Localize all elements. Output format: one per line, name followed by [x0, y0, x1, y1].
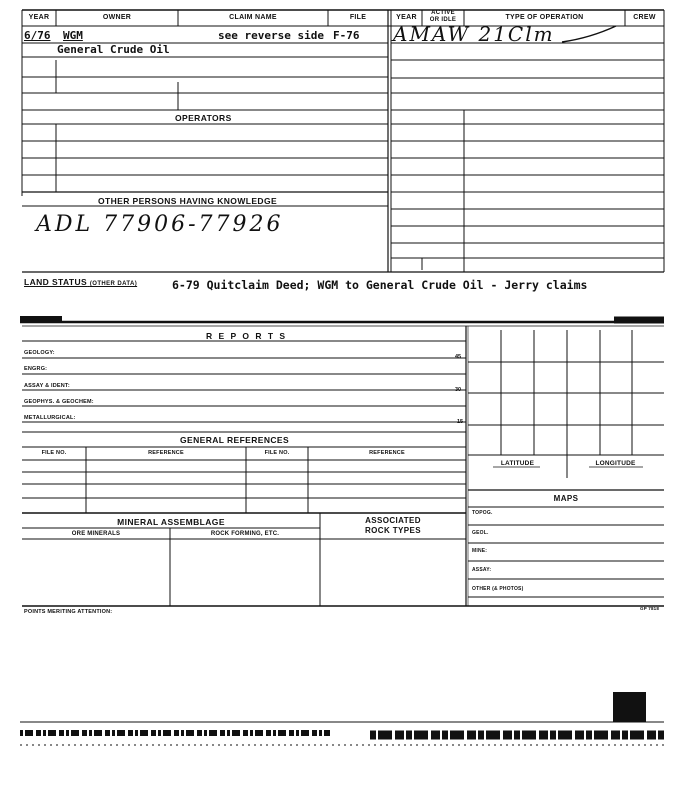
header-or-idle: OR IDLE: [429, 17, 457, 23]
entry-owner: WGM: [63, 29, 83, 42]
entry-handwritten-operation: AMAW 21Clm: [393, 22, 555, 46]
map-topog: TOPOG.: [472, 510, 493, 516]
other-persons-handwritten: ADL 77906-77926: [36, 212, 284, 237]
operators-title: OPERATORS: [175, 113, 232, 123]
header-type-of-operation: TYPE OF OPERATION: [505, 14, 584, 21]
report-geology-num: 45: [455, 354, 462, 360]
header-year: YEAR: [28, 14, 50, 21]
land-status-label-main: LAND STATUS: [24, 277, 88, 287]
header-year-2: YEAR: [396, 14, 417, 21]
header-owner: OWNER: [102, 14, 132, 21]
report-geology: GEOLOGY:: [24, 350, 55, 356]
map-other: OTHER (& PHOTOS): [472, 586, 524, 592]
report-metallurgical: METALLURGICAL:: [24, 415, 76, 421]
longitude-label: LONGITUDE: [595, 460, 636, 467]
maps-title: MAPS: [553, 494, 579, 503]
report-assay-num: 30: [455, 387, 462, 393]
ref-col-file-no: FILE NO.: [41, 450, 67, 456]
ref-col-file-no-2: FILE NO.: [264, 450, 290, 456]
black-block: [613, 692, 646, 722]
ref-col-reference: REFERENCE: [148, 450, 184, 456]
mineral-assemblage-title: MINERAL ASSEMBLAGE: [117, 517, 225, 527]
report-geophys: GEOPHYS. & GEOCHEM:: [24, 399, 94, 405]
entry-claim-name: see reverse side: [218, 29, 324, 42]
header-active: ACTIVE: [431, 10, 455, 16]
ore-minerals-label: ORE MINERALS: [71, 531, 121, 537]
entry-file: F-76: [333, 29, 360, 42]
report-assay: ASSAY & IDENT:: [24, 383, 70, 389]
land-status-label-sub: (OTHER DATA): [89, 281, 138, 287]
points-meriting-attention-label: POINTS MERITING ATTENTION:: [24, 609, 113, 615]
land-status-label: [24, 277, 137, 287]
entry-year: 6/76: [24, 29, 51, 42]
latitude-label: LATITUDE: [500, 460, 535, 467]
entry-owner-line2: General Crude Oil: [57, 43, 170, 56]
report-metallurgical-num: 15: [457, 419, 464, 425]
header-file: FILE: [349, 14, 367, 21]
map-assay: ASSAY:: [472, 567, 492, 573]
ref-col-reference-2: REFERENCE: [369, 450, 405, 456]
map-mine: MINE:: [472, 548, 488, 554]
map-geol: GEOL.: [472, 530, 489, 536]
handwritten-stroke: [560, 24, 620, 46]
other-persons-title: OTHER PERSONS HAVING KNOWLEDGE: [98, 196, 278, 206]
form-code: GP 7818: [640, 606, 660, 611]
rock-types-label: ROCK TYPES: [364, 526, 421, 535]
associated-label: ASSOCIATED: [365, 516, 421, 525]
rock-forming-label: ROCK FORMING, ETC.: [210, 531, 280, 537]
header-crew: CREW: [633, 14, 656, 21]
report-engrg: ENGRG:: [24, 366, 48, 372]
land-status-text: 6-79 Quitclaim Deed; WGM to General Crude Oil - Jerry claims: [172, 278, 588, 292]
header-claim-name: CLAIM NAME: [229, 14, 277, 21]
general-references-title: GENERAL REFERENCES: [180, 435, 290, 445]
reports-title: R E P O R T S: [206, 331, 288, 341]
